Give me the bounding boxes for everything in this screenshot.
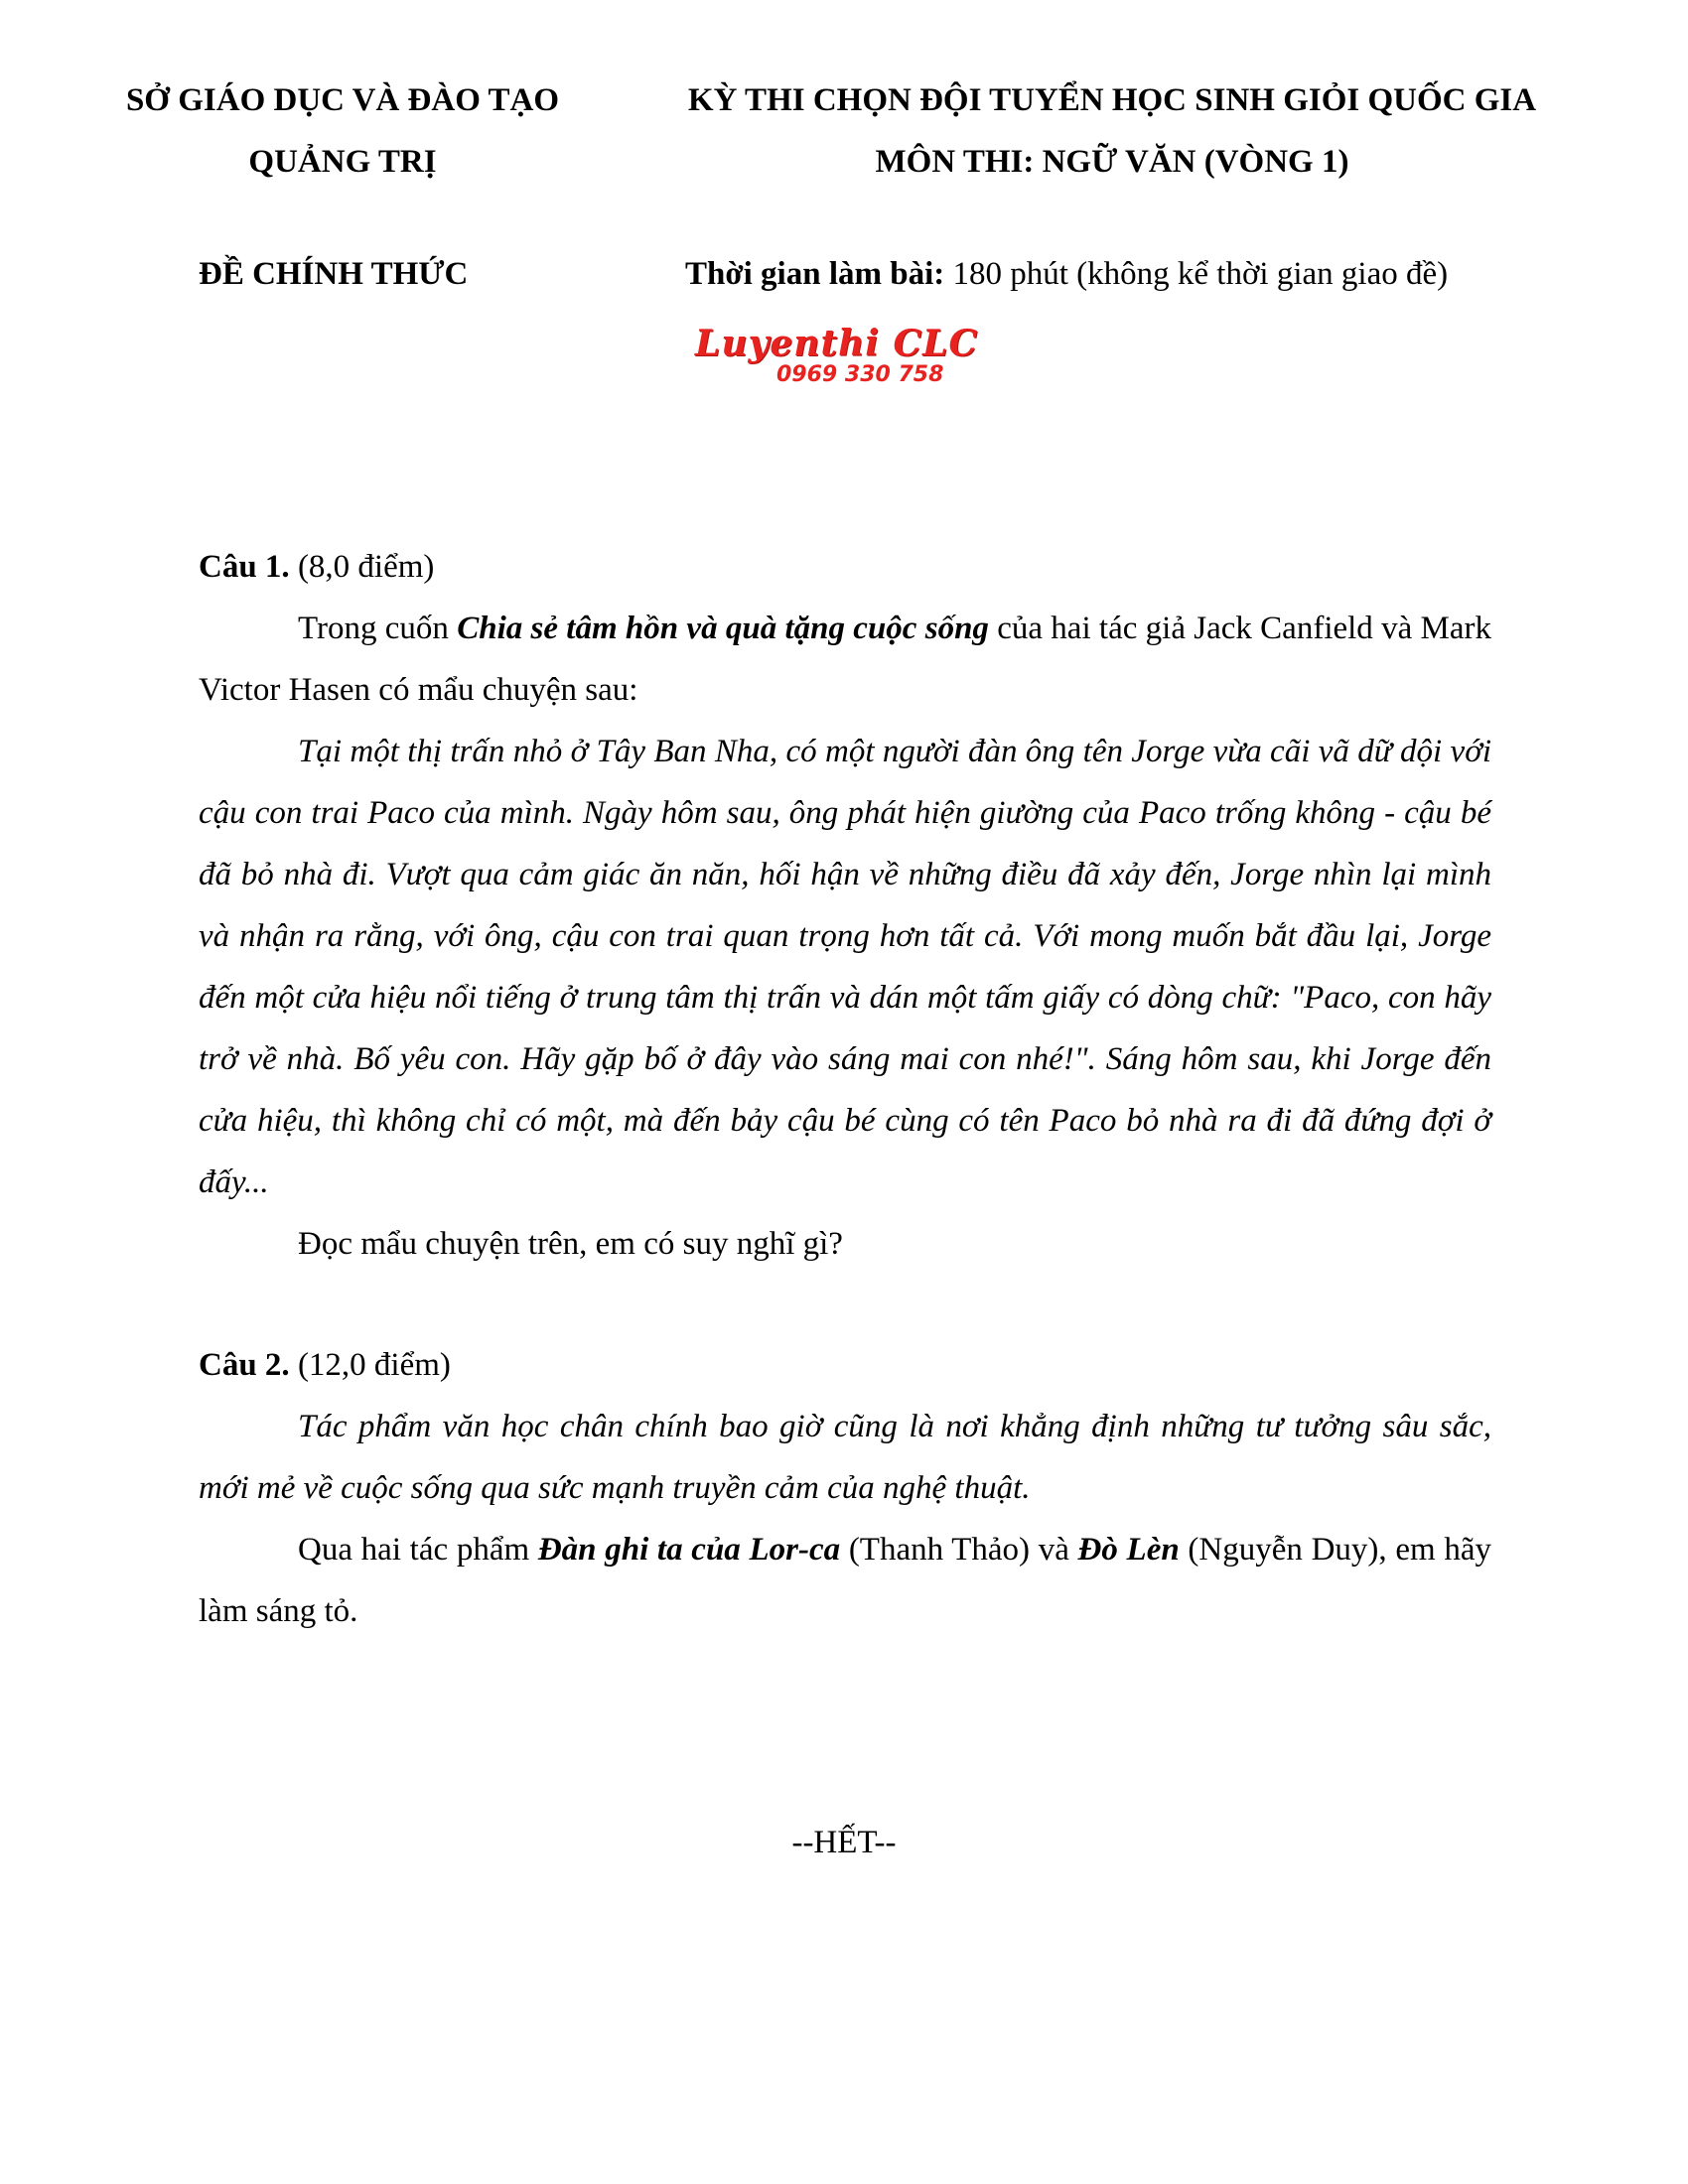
official-label: ĐỀ CHÍNH THỨC [199, 256, 469, 292]
work1-title: Đàn ghi ta của Lor-ca [537, 1532, 841, 1568]
watermark-logo [695, 323, 1003, 392]
question1-heading [199, 536, 1491, 598]
exam-body [199, 536, 1491, 1642]
question2-task-post: (Nguyễn Duy), em hãy làm sáng tỏ. [199, 1532, 1491, 1629]
section-gap [199, 1275, 1491, 1334]
book-title: Chia sẻ tâm hồn và quà tặng cuộc sống [457, 611, 989, 646]
exam-header [616, 69, 1609, 193]
question1-story: Tại một thị trấn nhỏ ở Tây Ban Nha, có một người đàn ông tên Jorge vừa cãi vã dữ dội với cậu con trai Paco của mình. Ngày hôm sau, ông phát hiện giường của Paco trống không - cậu bé đã bỏ nhà đi. Vượt qua cảm giác ăn năn, hối hận về những điều đã xảy đến, Jorge nhìn lại mình và nhận ra rằng, với ông, cậu con trai quan trọng hơn tất cả. Với mong muốn bắt đầu lại, Jorge đến một cửa hiệu nổi tiếng ở trung tâm thị trấn và dán một tấm giấy có dòng chữ: "Paco, con hãy trở về nhà. Bố yêu con. Hãy gặp bố ở đây vào sáng mai con nhé!". Sáng hôm sau, khi Jorge đến cửa hiệu, thì không chỉ có một, mà đến bảy cậu bé cùng có tên Paco bỏ nhà ra đi đã đứng đợi ở đấy... [199, 734, 1491, 1200]
time-label: Thời gian làm bài: [685, 256, 945, 292]
question1-intro-pre: Trong cuốn [298, 611, 458, 646]
question1-points: (8,0 điểm) [289, 549, 435, 585]
question2-task [199, 1519, 1491, 1642]
watermark-phone: 0969 330 758 [776, 362, 944, 387]
question1-label: Câu 1. [199, 549, 290, 585]
exam-subject: MÔN THI: NGỮ VĂN (VÒNG 1) [875, 144, 1349, 180]
question1-intro-post: của hai tác giả Jack Canfield và Mark Victor Hasen có mẩu chuyện sau: [199, 611, 1492, 708]
question1-prompt: Đọc mẩu chuyện trên, em có suy nghĩ gì? [298, 1226, 843, 1262]
time-value: 180 phút (không kể thời gian giao đề) [944, 256, 1449, 292]
time-allowed [685, 256, 1448, 293]
work2-title: Đò Lèn [1077, 1532, 1180, 1568]
question1-intro [199, 598, 1491, 721]
work1-author: (Thanh Thảo) và [840, 1532, 1078, 1568]
department-name: SỞ GIÁO DỤC VÀ ĐÀO TẠO [125, 82, 560, 118]
exam-title: KỲ THI CHỌN ĐỘI TUYỂN HỌC SINH GIỎI QUỐC GIA [687, 82, 1537, 118]
question2-quote: Tác phẩm văn học chân chính bao giờ cũng là nơi khẳng định những tư tưởng sâu sắc, mới mẻ về cuộc sống qua sức mạnh truyền cảm của nghệ thuật. [199, 1409, 1491, 1506]
end-marker: --HẾT-- [791, 1825, 897, 1860]
question2-heading [199, 1334, 1491, 1396]
watermark-name: Luyenthi CLC [695, 323, 979, 364]
question2-task-pre: Qua hai tác phẩm [298, 1532, 538, 1568]
department-header [94, 69, 591, 193]
province-name: QUẢNG TRỊ [248, 144, 437, 180]
question2-label: Câu 2. [199, 1347, 290, 1383]
question2-points: (12,0 điểm) [289, 1347, 451, 1383]
